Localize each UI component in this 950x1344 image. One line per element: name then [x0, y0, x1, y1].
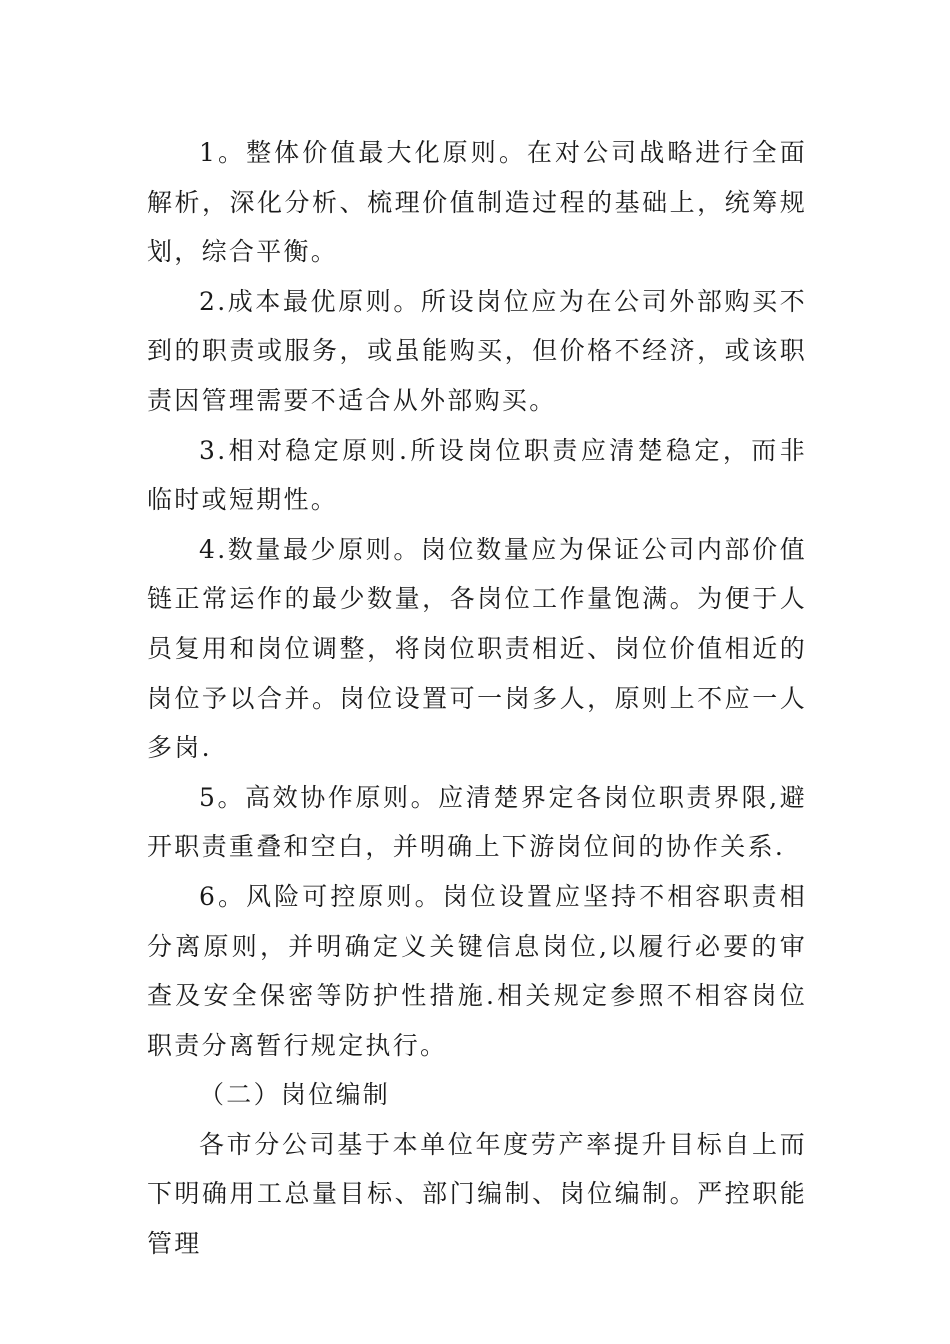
document-body	[147, 128, 807, 1269]
principle-5-paragraph: 5。高效协作原则。应清楚界定各岗位职责界限,避开职责重叠和空白，并明确上下游岗位间的协作关系.	[147, 782, 807, 862]
principle-2-paragraph: 2.成本最优原则。所设岗位应为在公司外部购买不到的职责或服务，或虽能购买，但价格不经济，或该职责因管理需要不适合从外部购买。	[147, 286, 807, 415]
section-paragraph: 各市分公司基于本单位年度劳产率提升目标自上而下明确用工总量目标、部门编制、岗位编制。严控职能管理	[147, 1129, 807, 1259]
principle-6-paragraph: 6。风险可控原则。岗位设置应坚持不相容职责相分离原则，并明确定义关键信息岗位,以履行必要的审查及安全保密等防护性措施.相关规定参照不相容岗位职责分离暂行规定执行。	[147, 881, 807, 1060]
section-heading: （二）岗位编制	[199, 1080, 391, 1110]
principle-4-paragraph: 4.数量最少原则。岗位数量应为保证公司内部价值链正常运作的最少数量，各岗位工作量饱满。为便于人员复用和岗位调整，将岗位职责相近、岗位价值相近的岗位予以合并。岗位设置可一岗多人，原则上不应一人多岗.	[147, 534, 807, 763]
principle-1-paragraph: 1。整体价值最大化原则。在对公司战略进行全面解析，深化分析、梳理价值制造过程的基础上，统筹规划，综合平衡。	[147, 138, 807, 267]
principle-3-paragraph: 3.相对稳定原则.所设岗位职责应清楚稳定，而非临时或短期性。	[147, 435, 807, 515]
